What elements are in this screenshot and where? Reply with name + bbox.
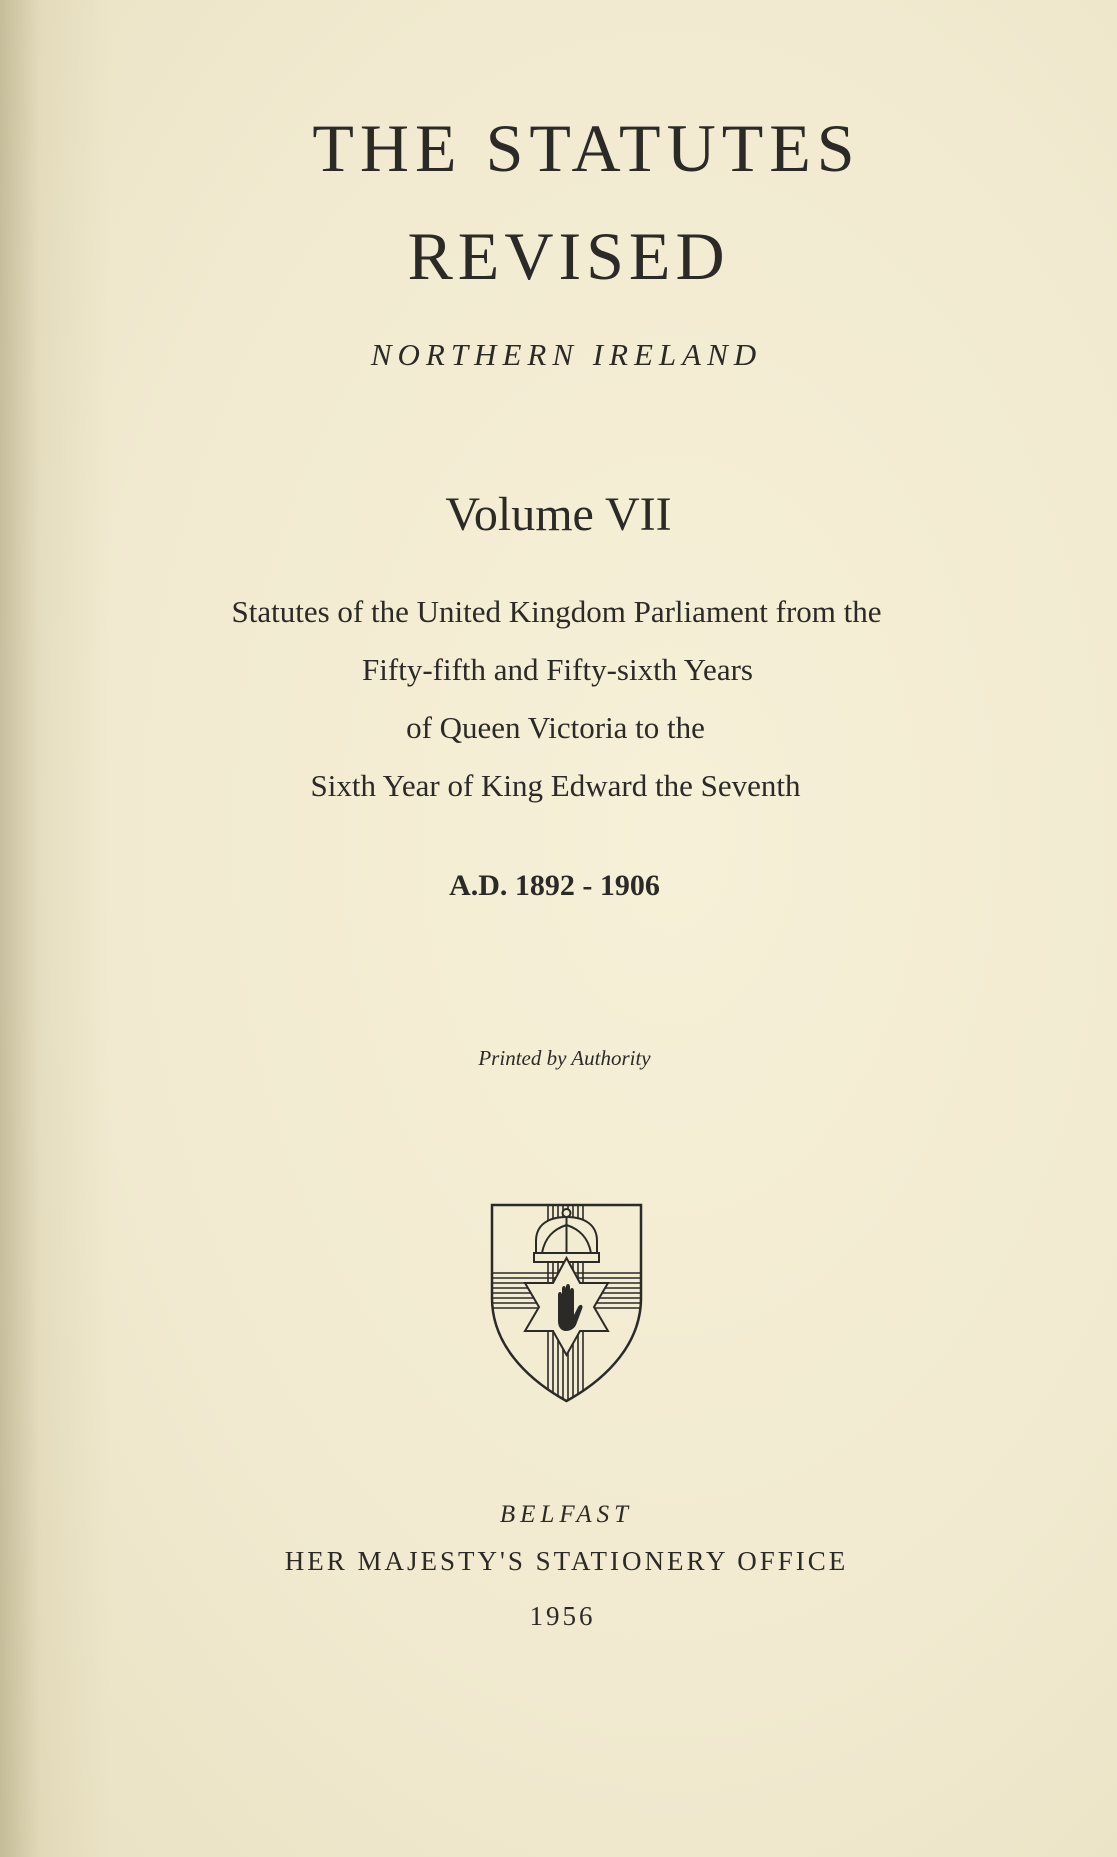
date-range: A.D. 1892 - 1906 [449, 869, 660, 902]
description-line-2: Fifty-fifth and Fifty-sixth Years [362, 652, 753, 687]
title-line-2: REVISED [407, 218, 730, 294]
title-line-1: THE STATUTES [312, 110, 861, 186]
imprint-publisher: HER MAJESTY'S STATIONERY OFFICE [284, 1546, 849, 1576]
description-line-4: Sixth Year of King Edward the Seventh [310, 768, 801, 803]
ulster-crest-icon [490, 1203, 643, 1403]
volume-heading: Volume VII [445, 488, 672, 541]
description-line-1: Statutes of the United Kingdom Parliament from the [231, 594, 882, 629]
subtitle: NORTHERN IRELAND [370, 337, 763, 372]
description-line-3: of Queen Victoria to the [406, 710, 705, 745]
printed-by-authority: Printed by Authority [478, 1046, 651, 1070]
imprint-year: 1956 [529, 1601, 596, 1631]
imprint-place: BELFAST [499, 1501, 634, 1528]
